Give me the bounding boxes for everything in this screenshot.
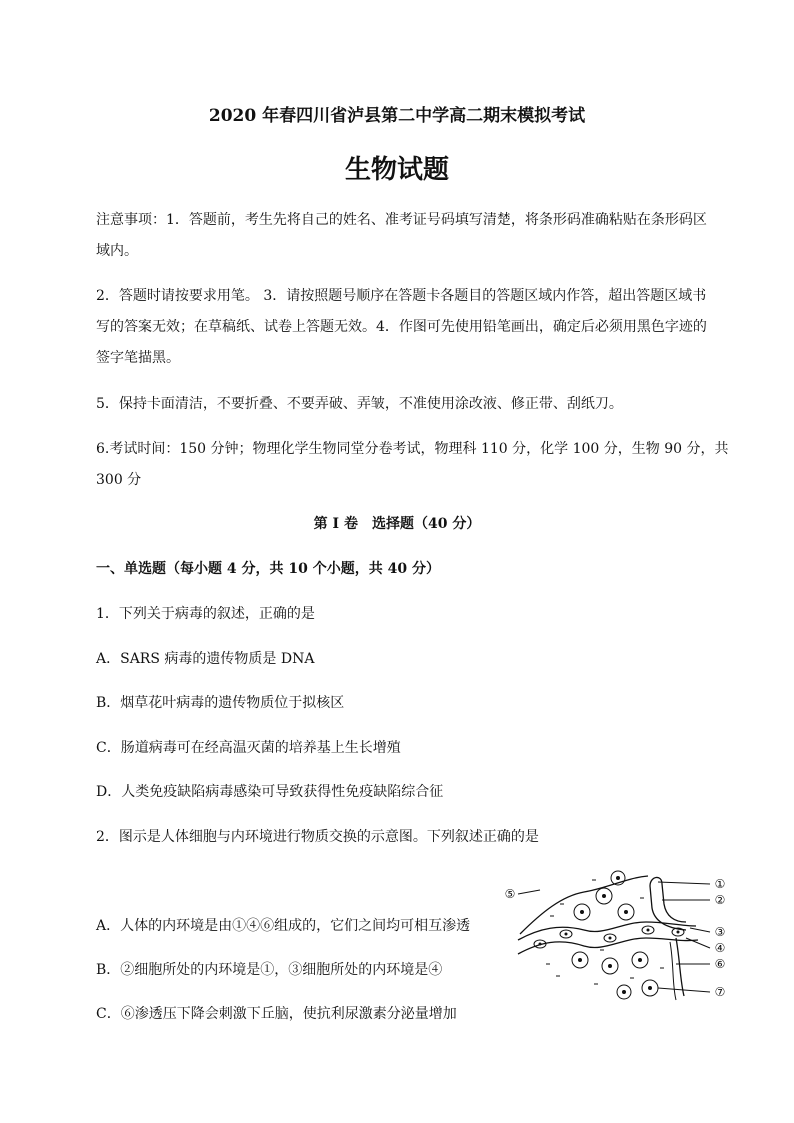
label-1: ① (714, 877, 726, 891)
label-5: ⑤ (504, 887, 516, 901)
part-title: 一、单选题（每小题 4 分，共 10 个小题，共 40 分） (96, 561, 440, 577)
note-2-line-1: 2．答题时请按要求用笔。 3．请按照题号顺序在答题卡各题目的答题区域内作答，超出答题区域书 (96, 288, 707, 304)
question-1-option-b: B．烟草花叶病毒的遗传物质位于拟核区 (96, 695, 345, 711)
exam-title: 2020 年春四川省泸县第二中学高二期末模拟考试 (208, 106, 586, 126)
note-1-line-1: 注意事项：1．答题前，考生先将自己的姓名、准考证号码填写清楚，将条形码准确粘贴在条形码区 (96, 212, 707, 228)
question-1-option-a: A．SARS 病毒的遗传物质是 DNA (96, 651, 315, 667)
question-2-option-c: C．⑥渗透压下降会刺激下丘脑，使抗利尿激素分泌量增加 (96, 1006, 457, 1022)
question-1-stem: 1．下列关于病毒的叙述，正确的是 (96, 606, 315, 622)
label-7: ⑦ (714, 985, 726, 999)
note-5: 5．保持卡面清洁，不要折叠、不要弄破、弄皱，不准使用涂改液、修正带、刮纸刀。 (96, 396, 623, 412)
note-2-line-3: 签字笔描黑。 (96, 350, 180, 366)
question-2-option-a: A．人体的内环境是由①④⑥组成的，它们之间均可相互渗透 (96, 918, 471, 934)
question-1-option-c: C．肠道病毒可在经高温灭菌的培养基上生长增殖 (96, 740, 401, 756)
question-1-option-d: D．人类免疫缺陷病毒感染可导致获得性免疫缺陷综合征 (96, 784, 444, 800)
label-2: ② (714, 893, 726, 907)
note-2-line-2: 写的答案无效；在草稿纸、试卷上答题无效。4．作图可先使用铅笔画出，确定后必须用黑色字迹的 (96, 319, 707, 335)
section-title: 第 I 卷 选择题（40 分） (313, 516, 481, 532)
note-6-line-1: 6.考试时间：150 分钟；物理化学生物同堂分卷考试，物理科 110 分，化学 100 分，生物 90 分，共 (96, 441, 729, 457)
label-3: ③ (714, 925, 726, 939)
question-2-stem: 2．图示是人体细胞与内环境进行物质交换的示意图。下列叙述正确的是 (96, 829, 539, 845)
tissue-boundary (676, 938, 684, 996)
internal-environment-diagram (500, 868, 732, 1008)
question-2-option-b: B．②细胞所处的内环境是①，③细胞所处的内环境是④ (96, 962, 443, 978)
subject-title: 生物试题 (344, 155, 449, 185)
label-6: ⑥ (714, 957, 726, 971)
vessel-wall-upper (518, 922, 696, 940)
note-6-line-2: 300 分 (96, 472, 142, 488)
label-4: ④ (714, 941, 726, 955)
note-1-line-2: 域内。 (96, 243, 138, 259)
